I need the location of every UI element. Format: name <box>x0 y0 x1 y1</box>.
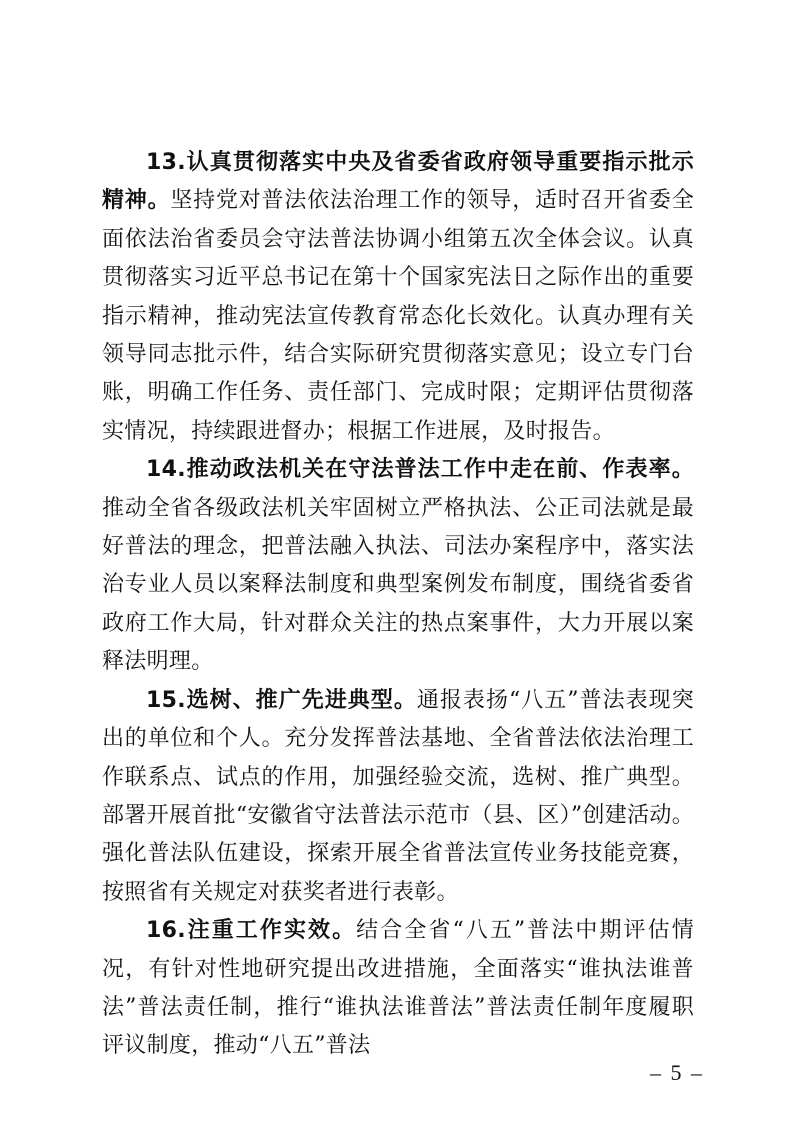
paragraph-text: 坚持党对普法依法治理工作的领导，适时召开省委全面依法治省委员会守法普法协调小组第五次全体会议。认真贯彻落实习近平总书记在第十个国家宪法日之际作出的重要指示精神，推动宪法宣传教育常态化长效化。认真办理有关领导同志批示件，结合实际研究贯彻落实意见；设立专门台账，明确工作任务、责任部门、完成时限；定期评估贯彻落实情况，持续跟进督办；根据工作进展，及时报告。 <box>102 188 695 444</box>
page-number: – 5 – <box>650 1060 704 1085</box>
paragraph-15 <box>102 682 694 912</box>
paragraph-heading: 14.推动政法机关在守法普法工作中走在前、作表率。 <box>146 457 694 483</box>
paragraph-16 <box>102 912 694 1066</box>
paragraph-heading: 16.注重工作实效。 <box>146 918 357 944</box>
paragraph-text: 结合全省“八五”普法中期评估情况，有针对性地研究提出改进措施，全面落实“谁执法谁普法”普法责任制，推行“谁执法谁普法”普法责任制年度履职评议制度，推动“八五”普法 <box>102 918 694 1059</box>
paragraph-heading: 15.选树、推广先进典型。 <box>146 687 417 713</box>
paragraph-text: 推动全省各级政法机关牢固树立严格执法、公正司法就是最好普法的理念，把普法融入执法、司法办案程序中，落实法治专业人员以案释法制度和典型案例发布制度，围绕省委省政府工作大局，针对群众关注的热点案事件，大力开展以案释法明理。 <box>102 495 694 675</box>
paragraph-text: 通报表扬“八五”普法表现突出的单位和个人。充分发挥普法基地、全省普法依法治理工作联系点、试点的作用，加强经验交流，选树、推广典型。部署开展首批“安徽省守法普法示范市（县、区）”创建活动。强化普法队伍建设，探索开展全省普法宣传业务技能竞赛，按照省有关规定对获奖者进行表彰。 <box>102 687 694 905</box>
paragraph-13 <box>102 144 694 451</box>
paragraph-14 <box>102 451 694 681</box>
paragraph-heading: 13.认真贯彻落实中央及省委省政府领导重要指示批示精神。 <box>102 150 694 214</box>
document-body <box>102 144 694 1066</box>
